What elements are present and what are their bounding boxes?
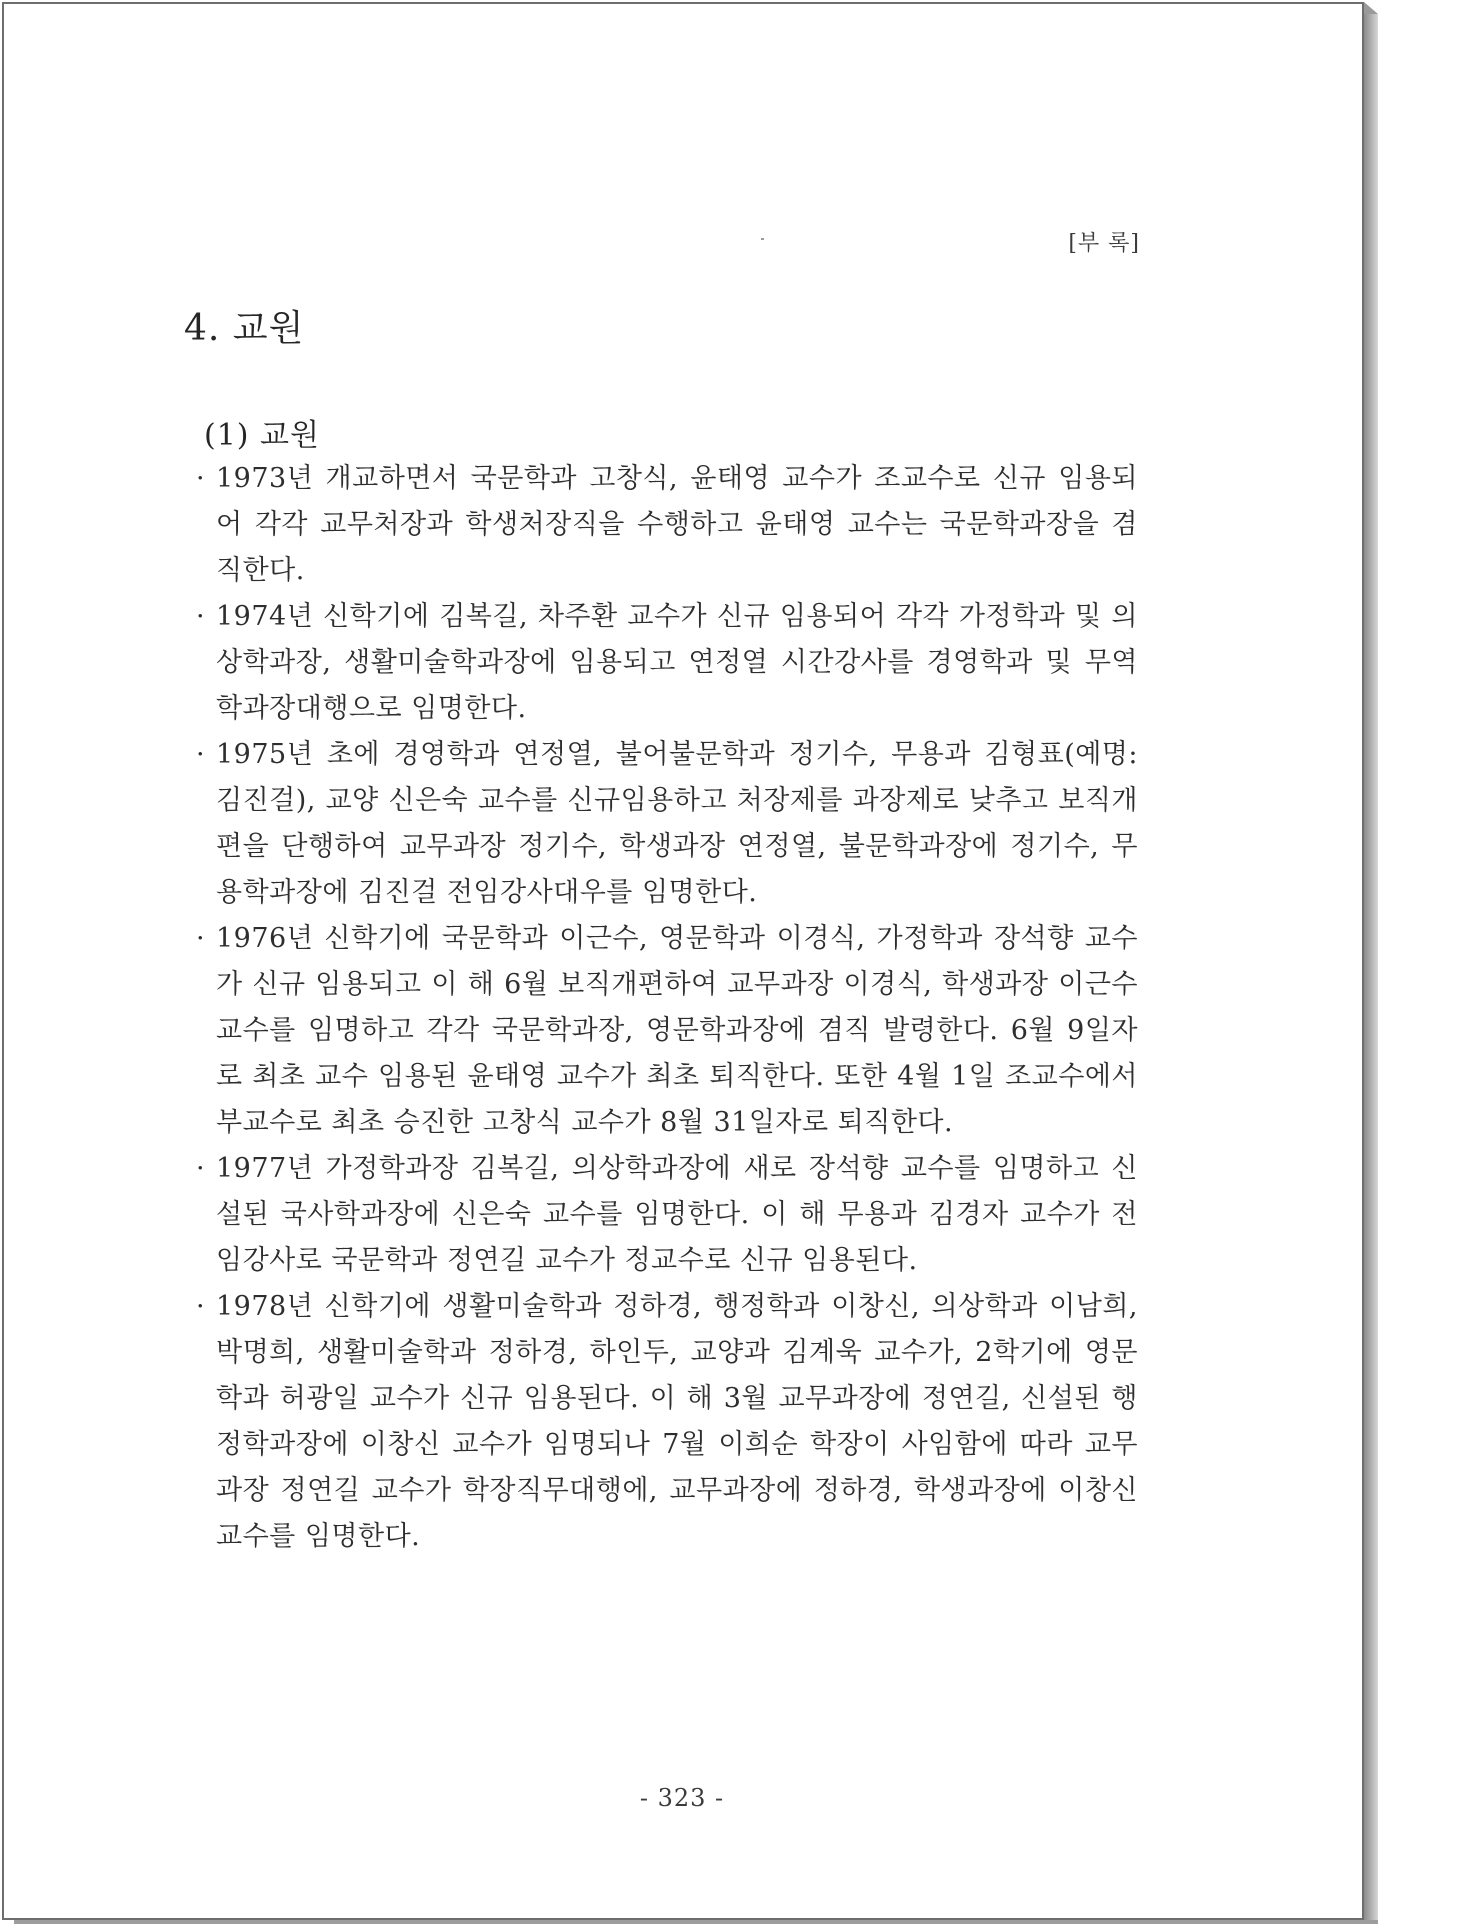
list-item (190, 456, 1138, 594)
list-item-text: 1975년 초에 경영학과 연정열, 불어불문학과 정기수, 무용과 김형표(예명: 김진걸), 교양 신은숙 교수를 신규임용하고 처장제를 과장제로 낮추고 보직개편을 단행하여 교무과장 정기수, 학생과장 연정열, 불문학과장에 정기수, 무용학과장에 김진걸 전임강사대우를 임명한다. (216, 739, 1138, 908)
bullet-icon: · (196, 1153, 206, 1184)
list-item-text: 1976년 신학기에 국문학과 이근수, 영문학과 이경식, 가정학과 장석향 교수가 신규 임용되고 이 해 6월 보직개편하여 교무과장 이경식, 학생과장 이근수 교수를 임명하고 각각 국문학과장, 영문학과장에 겸직 발령한다. 6월 9일자로 최초 교수 임용된 윤태영 교수가 최초 퇴직한다. 또한 4월 1일 조교수에서 부교수로 최초 승진한 고창식 교수가 8월 31일자로 퇴직한다. (216, 923, 1138, 1138)
bullet-icon: · (196, 601, 206, 632)
list-item (190, 916, 1138, 1146)
list-item-text: 1978년 신학기에 생활미술학과 정하경, 행정학과 이창신, 의상학과 이남희, 박명희, 생활미술학과 정하경, 하인두, 교양과 김계욱 교수가, 2학기에 영문학과 허광일 교수가 신규 임용된다. 이 해 3월 교무과장에 정연길, 신설된 행정학과장에 이창신 교수가 임명되나 7월 이희순 학장이 사임함에 따라 교무과장 정연길 교수가 학장직무대행에, 교무과장에 정하경, 학생과장에 이창신 교수를 임명한다. (216, 1291, 1138, 1552)
section-title: 4. 교원 (184, 308, 305, 349)
bullet-icon: · (196, 739, 206, 770)
list-item (190, 594, 1138, 732)
running-header: [부 록] (1068, 231, 1140, 256)
list-item-text: 1973년 개교하면서 국문학과 고창식, 윤태영 교수가 조교수로 신규 임용되어 각각 교무처장과 학생처장직을 수행하고 윤태영 교수는 국문학과장을 겸직한다. (216, 463, 1138, 586)
list-item (190, 1146, 1138, 1284)
bullet-icon: · (196, 1291, 206, 1322)
page-edge-shadow-right (1364, 14, 1378, 1922)
list-item-text: 1977년 가정학과장 김복길, 의상학과장에 새로 장석향 교수를 임명하고 신설된 국사학과장에 신은숙 교수를 임명한다. 이 해 무용과 김경자 교수가 전임강사로 국문학과 정연길 교수가 정교수로 신규 임용된다. (216, 1153, 1138, 1276)
page-number: - 323 - (639, 1784, 725, 1812)
list-item-text: 1974년 신학기에 김복길, 차주환 교수가 신규 임용되어 각각 가정학과 및 의상학과장, 생활미술학과장에 임용되고 연정열 시간강사를 경영학과 및 무역학과장대행으로 임명한다. (216, 601, 1138, 724)
page-edge-shadow-bottom (14, 1920, 1378, 1924)
list-item (190, 1284, 1138, 1560)
scan-speck (761, 238, 764, 240)
faculty-history-list (190, 456, 1138, 1560)
bullet-icon: · (196, 923, 206, 954)
bullet-icon: · (196, 463, 206, 494)
list-item (190, 732, 1138, 916)
page-fold-shadow (1364, 2, 1378, 14)
subsection-title: (1) 교원 (204, 418, 320, 453)
